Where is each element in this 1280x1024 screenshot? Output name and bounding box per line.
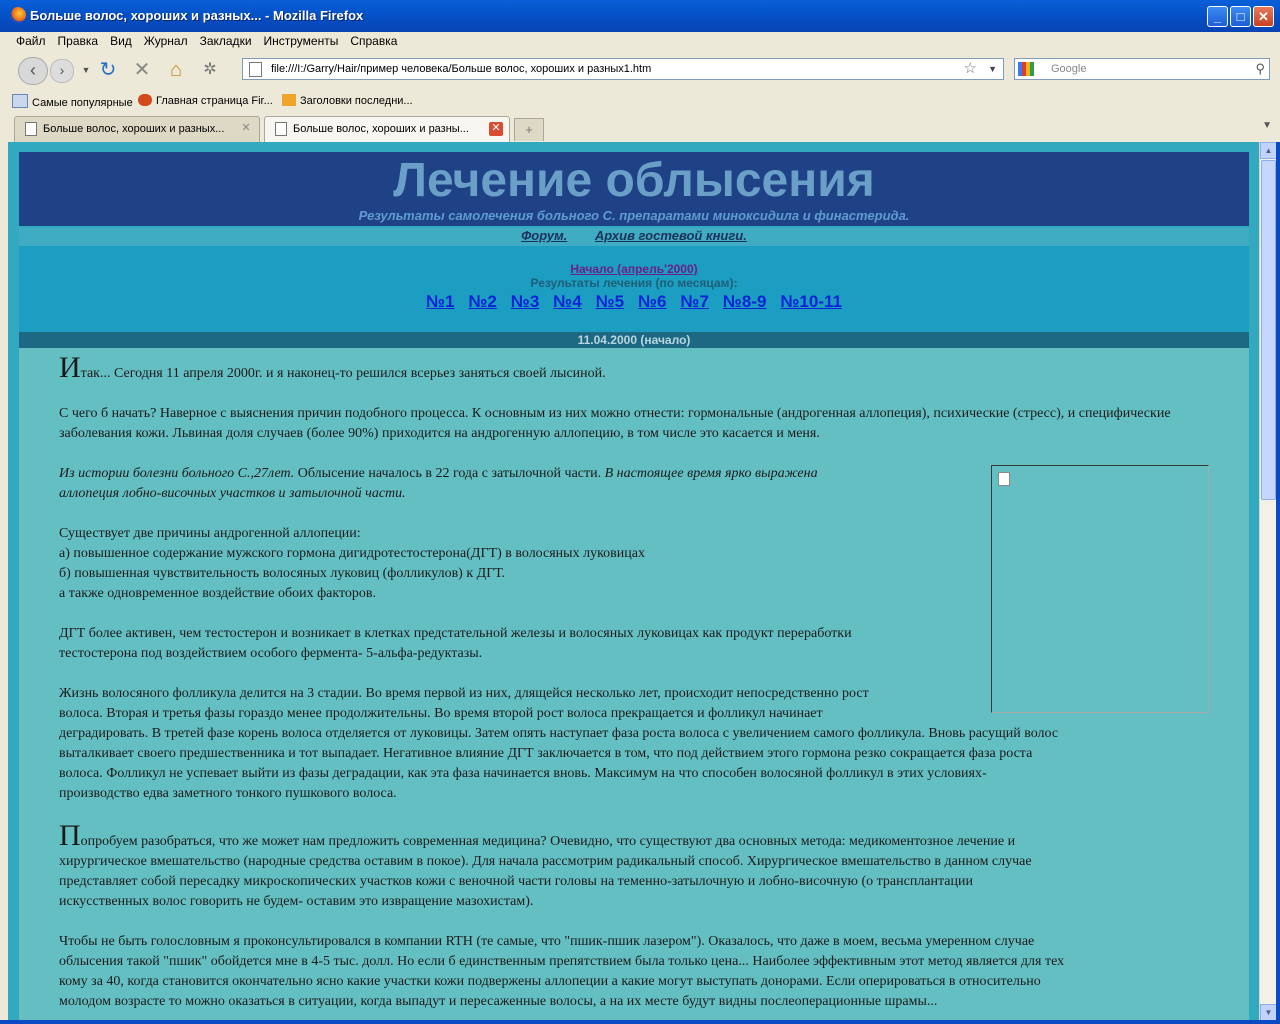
month-link-6[interactable]: №6	[638, 292, 667, 311]
paragraph-androgenic: Существует две причины андрогенной аллопеции: а) повышенное содержание мужского гормона дигидротестостерона(ДГТ) в волосяных луковицах б) повышенная чувствительность волосяных луковиц (фолликулов) к ДГТ. а также одновременное воздействие обоих факторов.	[59, 526, 645, 601]
start-link[interactable]: Начало (апрель'2000)	[570, 262, 698, 276]
bookmark-latest-headlines[interactable]: Заголовки последни...	[282, 94, 413, 107]
addon-icon[interactable]: ✲	[203, 61, 217, 78]
tab-1[interactable]: Больше волос, хороших и разных... ✕	[14, 116, 260, 142]
menu-file[interactable]: Файл	[16, 34, 46, 48]
history-dropdown-icon[interactable]: ▼	[81, 65, 91, 75]
article-text	[59, 351, 1209, 1022]
drop-cap: П	[59, 819, 81, 852]
reload-icon[interactable]: ↻	[99, 59, 117, 81]
firefox-bookmark-icon	[138, 94, 152, 106]
page-icon	[249, 62, 262, 77]
scroll-up-arrow[interactable]: ▲	[1260, 142, 1277, 159]
month-link-4[interactable]: №4	[553, 292, 582, 311]
search-icon[interactable]: ⚲	[1255, 61, 1265, 76]
month-links	[19, 292, 1249, 312]
firefox-icon	[10, 7, 26, 23]
minimize-button[interactable]: _	[1207, 6, 1228, 27]
results-panel	[19, 246, 1249, 332]
menu-help[interactable]: Справка	[350, 34, 398, 48]
paragraph-rth: Чтобы не быть голословным я проконсультировался в компании RTH (те самые, что "пшик-пшик лазером"). Оказалось, что даже в моем, весьма умеренном случае облысения такой "пшик" обойдется мне в 4-5 тыс. долл. Но если б единственным препятствием была только цена... Наиболее эффективным этот метод является для тех кому за 40, когда становится окончательно ясно какие участки кожи подвержены аллопеции а какие могут выступать донорами. Если оперироваться в относительно молодом возрасте то можно оказаться в ситуации, когда выпадут и пересаженные волосы, а на их месте будут видны послеоперационные шрамы...	[59, 934, 1065, 1009]
address-bar[interactable]	[242, 58, 1004, 80]
menu-view[interactable]: Вид	[110, 34, 132, 48]
menu-history[interactable]: Журнал	[143, 34, 188, 48]
month-link-5[interactable]: №5	[595, 292, 625, 311]
tab-close-icon[interactable]: ✕	[241, 122, 251, 134]
folder-icon	[12, 94, 28, 108]
menu-bookmarks[interactable]: Закладки	[199, 34, 252, 48]
home-icon[interactable]: ⌂	[169, 59, 183, 81]
bookmark-firefox-home[interactable]: Главная страница Fir...	[138, 94, 273, 107]
tab-list-icon[interactable]: ▼	[1262, 120, 1272, 131]
tab-page-icon	[275, 122, 287, 136]
month-link-2[interactable]: №2	[468, 292, 497, 311]
menu-edit[interactable]: Правка	[57, 34, 99, 48]
tab-close-icon[interactable]: ✕	[489, 122, 503, 136]
paragraph-medicine: Попробуем разобраться, что же может нам предложить современная медицина? Очевидно, что существуют два основных метода: медикоментозное лечение и хирургическое вмешательство (народные средства оставим в покое). Для начала рассмотрим радикальный способ. Хирургическое вмешательство в данном случае представляет собой пересадку микроскопических участков кожи с веночной части головы на теменно-затылочную и лобно-височную (о трансплантации искусственных волос говорить не будем- оставим это извращение мазохистам).	[59, 819, 1032, 909]
rss-icon	[282, 94, 296, 106]
window-frame-bottom	[0, 1020, 1280, 1024]
menu-tools[interactable]: Инструменты	[263, 34, 339, 48]
date-heading: 11.04.2000 (начало)	[19, 332, 1249, 348]
google-icon[interactable]	[1018, 62, 1034, 76]
month-link-7[interactable]: №7	[680, 292, 709, 311]
paragraph-intro: Итак... Сегодня 11 апреля 2000г. и я наконец-то решился всерьез заняться своей лысиной.	[59, 351, 606, 384]
bookmarks-toolbar	[0, 90, 1280, 112]
vertical-scrollbar[interactable]	[1259, 142, 1277, 1022]
paragraph-follicle: Жизнь волосяного фолликула делится на 3 стадии. Во время первой из них, длящейся несколько лет, происходит непосредственно рост волоса. Вторая и третья фазы гораздо менее продолжительны. Во время второй рост волоса прекращается и фолликул начинает деградировать. В третей фазе корень волоса отделяется от луковицы. Затем опять наступает фаза роста волоса с увеличением самого фолликула. Вновь расущий волос выталкивает своего предшественника и тот выпадает. Негативное влияние ДГТ заключается в том, что под действием этого гормона резко сокращается фаза роста волоса. Фолликул не успевает выйти из фазы деградации, как эта фаза начинается вновь. Максимум на что способен волосяной фолликул в этих условиях- производство едва заметного тонкого пушкового волоса.	[59, 686, 1059, 801]
url-dropdown-icon[interactable]: ▼	[988, 64, 997, 74]
close-button[interactable]: ✕	[1253, 6, 1274, 27]
window-title: Больше волос, хороших и разных... - Mozilla Firefox	[30, 8, 364, 23]
window-frame-right	[1276, 142, 1280, 1024]
month-link-3[interactable]: №3	[510, 292, 540, 311]
url-text: file:///I:/Garry/Hair/пример человека/Больше волос, хороших и разных1.htm	[271, 63, 652, 75]
tab-2[interactable]: Больше волос, хороших и разны... ✕	[264, 116, 510, 142]
page-content	[8, 142, 1259, 1022]
forum-link[interactable]: Форум.	[521, 228, 568, 243]
forward-button[interactable]: ›	[50, 59, 74, 83]
tab-page-icon	[25, 122, 37, 136]
title-bar[interactable]	[0, 0, 1280, 32]
bookmark-star-icon[interactable]: ☆	[963, 60, 977, 77]
month-link-8-9[interactable]: №8-9	[722, 292, 767, 311]
new-tab-button[interactable]: +	[514, 118, 544, 141]
scroll-down-arrow[interactable]: ▼	[1260, 1004, 1277, 1021]
search-box[interactable]	[1014, 58, 1270, 80]
forum-links	[19, 228, 1249, 246]
month-link-1[interactable]: №1	[426, 292, 455, 311]
guestbook-archive-link[interactable]: Архив гостевой книги.	[594, 228, 747, 243]
drop-cap: И	[59, 351, 81, 384]
results-label: Результаты лечения (по месяцам):	[530, 276, 738, 290]
paragraph-causes: С чего б начать? Наверное с выяснения причин подобного процесса. К основным из них можно отнести: гормональные (андрогенная аллопеция), психические (стресс), и специфические заболевания кожи. Львиная доля случаев (более 90%) приходится на андрогенную аллопецию, в том числе это касается и меня.	[59, 406, 1171, 441]
maximize-button[interactable]: □	[1230, 6, 1251, 27]
back-button[interactable]: ‹	[18, 57, 48, 85]
article-body	[19, 348, 1249, 1022]
paragraph-history: Из истории болезни больного С.,27лет. Облысение началось в 22 года с затылочной части. В настоящее время ярко выражена аллопеция лобно-височных участков и затылочной части.	[59, 466, 818, 501]
tab-bar	[0, 114, 1280, 143]
stop-icon[interactable]: ✕	[133, 59, 151, 81]
page-subtitle: Результаты самолечения больного С. препаратами миноксидила и финастерида.	[358, 208, 910, 223]
page-title: Лечение облысения	[393, 154, 875, 207]
paragraph-dht: ДГТ более активен, чем тестостерон и возникает в клетках предстательной железы и волосяных луковицах как продукт переработки тестостерона под воздействием особого фермента- 5-альфа-редуктазы.	[59, 626, 852, 661]
menu-bar	[0, 32, 1280, 52]
month-link-10-11[interactable]: №10-11	[780, 292, 842, 311]
window-frame-left	[0, 142, 8, 1024]
bookmark-most-visited[interactable]: Самые популярные	[12, 94, 133, 109]
scroll-thumb[interactable]	[1261, 160, 1276, 500]
search-placeholder: Google	[1051, 63, 1087, 75]
page-header	[19, 152, 1249, 226]
